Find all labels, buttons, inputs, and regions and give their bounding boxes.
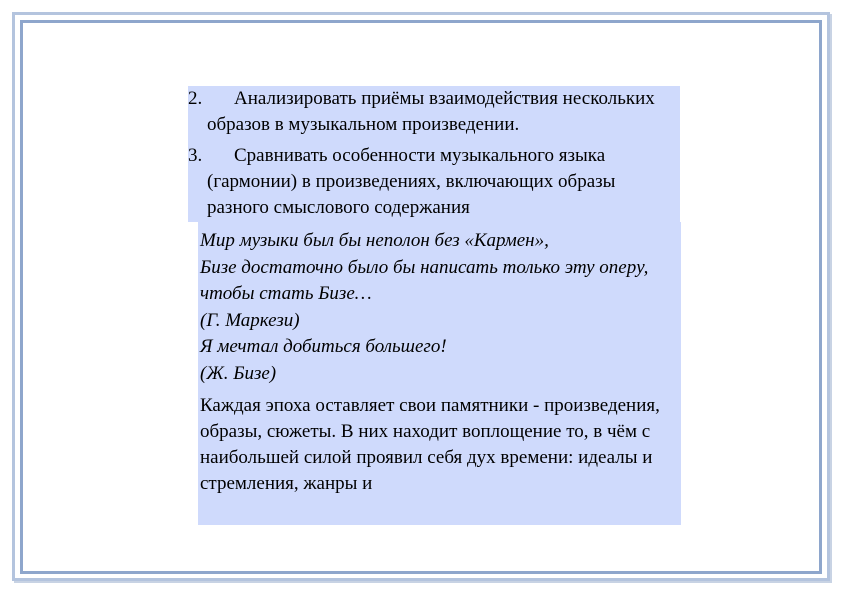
list-item: [188, 143, 680, 221]
quote-line: Я мечтал добиться большего!: [200, 336, 447, 357]
list-item-number: 3.: [188, 145, 203, 166]
quote-line: чтобы стать Бизе…: [200, 283, 372, 304]
quote-line: Бизе достаточно было бы написать только эту опеpy,: [200, 256, 649, 278]
epigraph-quote: [200, 228, 681, 387]
list-item: [188, 86, 680, 138]
list-item-text: Анализировать приёмы взаимодействия нескольких образов в музыкальном произведении.: [207, 88, 655, 135]
quote-author: (Г. Маркези): [200, 309, 300, 331]
quote-author: (Ж. Бизе): [200, 362, 277, 384]
list-item-text: Сравнивать особенности музыкального языка (гармонии) в произведениях, включающих образы разного смыслового содержания: [207, 145, 616, 218]
body-paragraph: Каждая эпоха оставляет свои памятники - произведения, образы, сюжеты. В них находит воплощение то, в чём с наибольшей силой проявил себя дух времени: идеалы и стремления, жанры и: [200, 395, 660, 494]
quote-and-text-block: [198, 222, 681, 525]
objectives-list: [188, 86, 680, 222]
quote-line: Мир музыки был бы неполон без «Кармен»,: [200, 230, 549, 251]
list-item-number: 2.: [188, 88, 203, 109]
